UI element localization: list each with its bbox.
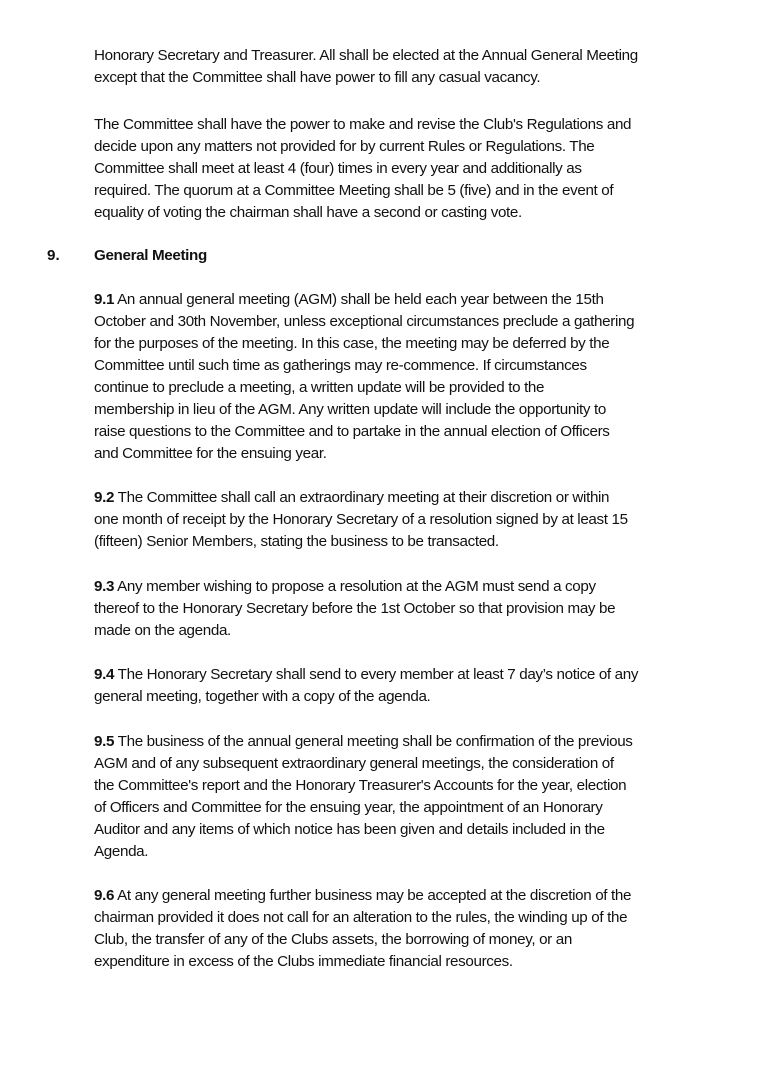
text-line: Club, the transfer of any of the Clubs assets, the borrowing of money, or an bbox=[94, 931, 572, 948]
text-line: required. The quorum at a Committee Meeting shall be 5 (five) and in the event of bbox=[94, 182, 614, 199]
text-line: The Committee shall call an extraordinary meeting at their discretion or within bbox=[114, 489, 610, 506]
text-line: The business of the annual general meeting shall be confirmation of the previous bbox=[114, 733, 633, 750]
section-title: General Meeting bbox=[94, 247, 207, 264]
text-line: the Committee's report and the Honorary Treasurer's Accounts for the year, election bbox=[94, 777, 627, 794]
text-line: At any general meeting further business may be accepted at the discretion of the bbox=[114, 887, 632, 904]
text-line: decide upon any matters not provided for by current Rules or Regulations. The bbox=[94, 138, 595, 155]
text-line: except that the Committee shall have power to fill any casual vacancy. bbox=[94, 69, 541, 86]
text-line: Agenda. bbox=[94, 843, 149, 860]
text-line: expenditure in excess of the Clubs immediate financial resources. bbox=[94, 953, 513, 970]
clause-9-1 bbox=[94, 289, 744, 465]
text-line: for the purposes of the meeting. In this case, the meeting may be deferred by the bbox=[94, 335, 610, 352]
clause-9-5 bbox=[94, 731, 744, 863]
clause-number: 9.4 bbox=[94, 666, 115, 683]
paragraph-officers-election bbox=[94, 45, 744, 89]
text-line: made on the agenda. bbox=[94, 622, 231, 639]
text-line: (fifteen) Senior Members, stating the business to be transacted. bbox=[94, 533, 499, 550]
section-number: 9. bbox=[47, 247, 60, 264]
text-line: Committee until such time as gatherings may re-commence. If circumstances bbox=[94, 357, 587, 374]
text-line: Honorary Secretary and Treasurer. All shall be elected at the Annual General Meeting bbox=[94, 47, 638, 64]
text-line: An annual general meeting (AGM) shall be held each year between the 15th bbox=[114, 291, 604, 308]
text-line: The Committee shall have the power to make and revise the Club's Regulations and bbox=[94, 116, 632, 133]
clause-number: 9.2 bbox=[94, 489, 115, 506]
text-line: Committee shall meet at least 4 (four) times in every year and additionally as bbox=[94, 160, 582, 177]
text-line: Any member wishing to propose a resolution at the AGM must send a copy bbox=[114, 578, 596, 595]
text-line: October and 30th November, unless exceptional circumstances preclude a gathering bbox=[94, 313, 635, 330]
text-line: AGM and of any subsequent extraordinary general meetings, the consideration of bbox=[94, 755, 614, 772]
text-line: one month of receipt by the Honorary Secretary of a resolution signed by at least 15 bbox=[94, 511, 628, 528]
clause-9-2 bbox=[94, 487, 744, 553]
text-line: chairman provided it does not call for an alteration to the rules, the winding up of the bbox=[94, 909, 628, 926]
text-line: thereof to the Honorary Secretary before the 1st October so that provision may be bbox=[94, 600, 616, 617]
text-line: The Honorary Secretary shall send to every member at least 7 day’s notice of any bbox=[114, 666, 639, 683]
text-line: general meeting, together with a copy of the agenda. bbox=[94, 688, 431, 705]
text-line: raise questions to the Committee and to partake in the annual election of Officers bbox=[94, 423, 610, 440]
clause-number: 9.6 bbox=[94, 887, 115, 904]
clause-number: 9.3 bbox=[94, 578, 115, 595]
text-line: of Officers and Committee for the ensuing year, the appointment of an Honorary bbox=[94, 799, 603, 816]
clause-number: 9.1 bbox=[94, 291, 115, 308]
text-line: Auditor and any items of which notice has been given and details included in the bbox=[94, 821, 605, 838]
text-line: and Committee for the ensuing year. bbox=[94, 445, 327, 462]
text-line: equality of voting the chairman shall have a second or casting vote. bbox=[94, 204, 522, 221]
text-line: continue to preclude a meeting, a written update will be provided to the bbox=[94, 379, 545, 396]
text-line: membership in lieu of the AGM. Any written update will include the opportunity to bbox=[94, 401, 606, 418]
clause-9-4 bbox=[94, 664, 744, 708]
clause-number: 9.5 bbox=[94, 733, 115, 750]
paragraph-committee-powers bbox=[94, 114, 744, 224]
clause-9-6 bbox=[94, 885, 744, 973]
clause-9-3 bbox=[94, 576, 744, 642]
